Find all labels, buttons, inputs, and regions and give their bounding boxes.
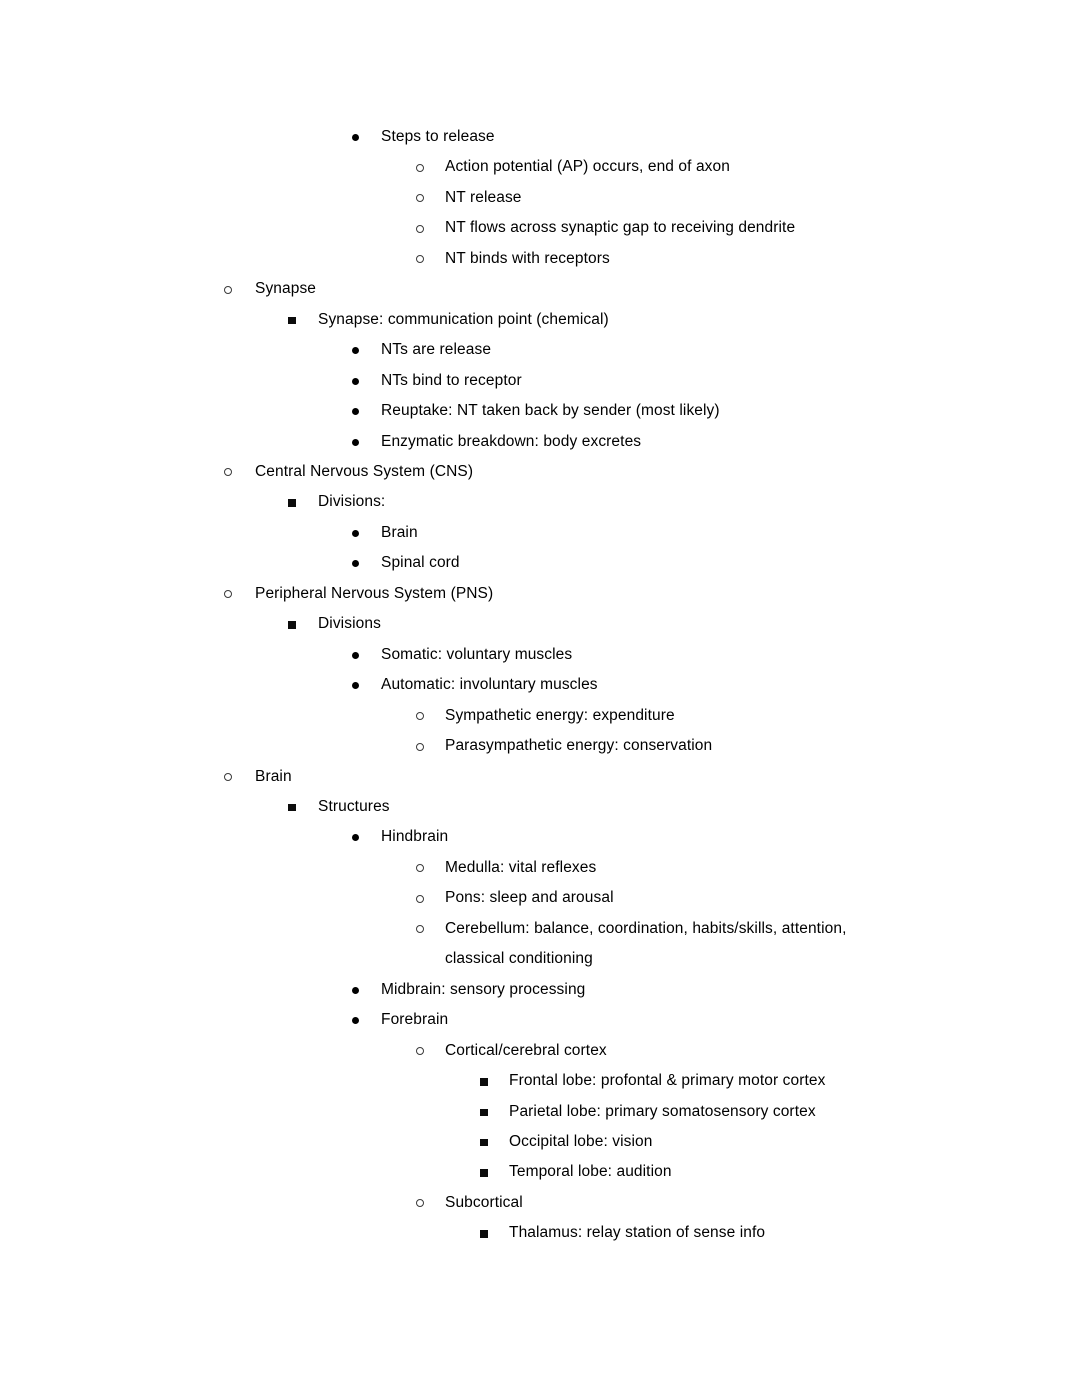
list-item: Divisions:: [0, 487, 905, 517]
list-item: Subcortical: [0, 1188, 905, 1218]
list-item: Frontal lobe: profontal & primary motor cortex: [0, 1066, 905, 1096]
list-item: NTs bind to receptor: [0, 366, 905, 396]
disc-bullet-icon: [352, 987, 359, 994]
list-item: Divisions: [0, 609, 905, 639]
circle-bullet-icon: [416, 1047, 424, 1055]
list-item: Synapse: [0, 274, 905, 304]
square-bullet-icon: [480, 1078, 488, 1086]
disc-bullet-icon: [352, 378, 359, 385]
square-bullet-icon: [480, 1139, 488, 1147]
list-item: Brain: [0, 762, 905, 792]
list-item: Peripheral Nervous System (PNS): [0, 579, 905, 609]
list-item: Midbrain: sensory processing: [0, 975, 905, 1005]
list-item: Parietal lobe: primary somatosensory cortex: [0, 1097, 905, 1127]
disc-bullet-icon: [352, 652, 359, 659]
circle-bullet-icon: [416, 864, 424, 872]
list-item: Medulla: vital reflexes: [0, 853, 905, 883]
list-item: Sympathetic energy: expenditure: [0, 701, 905, 731]
list-item: Cortical/cerebral cortex: [0, 1036, 905, 1066]
circle-bullet-icon: [416, 225, 424, 233]
circle-bullet-icon: [224, 468, 232, 476]
list-item: Hindbrain: [0, 822, 905, 852]
circle-bullet-icon: [224, 286, 232, 294]
list-item: Thalamus: relay station of sense info: [0, 1218, 905, 1248]
list-item: NT binds with receptors: [0, 244, 905, 274]
document-page[interactable]: [0, 122, 1080, 1249]
square-bullet-icon: [480, 1169, 488, 1177]
list-item: NT flows across synaptic gap to receiving dendrite: [0, 213, 905, 243]
disc-bullet-icon: [352, 530, 359, 537]
square-bullet-icon: [480, 1230, 488, 1238]
list-item: Reuptake: NT taken back by sender (most likely): [0, 396, 905, 426]
disc-bullet-icon: [352, 560, 359, 567]
circle-bullet-icon: [416, 194, 424, 202]
square-bullet-icon: [288, 804, 296, 812]
list-item: Pons: sleep and arousal: [0, 883, 905, 913]
list-item: Steps to release: [0, 122, 905, 152]
circle-bullet-icon: [416, 925, 424, 933]
square-bullet-icon: [288, 621, 296, 629]
list-item: Parasympathetic energy: conservation: [0, 731, 905, 761]
disc-bullet-icon: [352, 134, 359, 141]
disc-bullet-icon: [352, 1017, 359, 1024]
disc-bullet-icon: [352, 347, 359, 354]
list-item: NT release: [0, 183, 905, 213]
list-item: Structures: [0, 792, 905, 822]
circle-bullet-icon: [224, 773, 232, 781]
square-bullet-icon: [288, 317, 296, 325]
list-item: Enzymatic breakdown: body excretes: [0, 427, 905, 457]
square-bullet-icon: [480, 1109, 488, 1117]
list-item: Brain: [0, 518, 905, 548]
circle-bullet-icon: [224, 590, 232, 598]
circle-bullet-icon: [416, 712, 424, 720]
circle-bullet-icon: [416, 895, 424, 903]
list-item: Cerebellum: balance, coordination, habits/skills, attention, classical conditioning: [0, 914, 905, 975]
list-item: Somatic: voluntary muscles: [0, 640, 905, 670]
list-item: Occipital lobe: vision: [0, 1127, 905, 1157]
circle-bullet-icon: [416, 1199, 424, 1207]
list-item: Action potential (AP) occurs, end of axon: [0, 152, 905, 182]
circle-bullet-icon: [416, 164, 424, 172]
square-bullet-icon: [288, 499, 296, 507]
disc-bullet-icon: [352, 682, 359, 689]
list-item: Spinal cord: [0, 548, 905, 578]
disc-bullet-icon: [352, 439, 359, 446]
circle-bullet-icon: [416, 255, 424, 263]
list-item: Forebrain: [0, 1005, 905, 1035]
list-item: Synapse: communication point (chemical): [0, 305, 905, 335]
circle-bullet-icon: [416, 743, 424, 751]
list-item: Automatic: involuntary muscles: [0, 670, 905, 700]
list-item: Central Nervous System (CNS): [0, 457, 905, 487]
list-item: NTs are release: [0, 335, 905, 365]
disc-bullet-icon: [352, 834, 359, 841]
disc-bullet-icon: [352, 408, 359, 415]
list-item: Temporal lobe: audition: [0, 1157, 905, 1187]
